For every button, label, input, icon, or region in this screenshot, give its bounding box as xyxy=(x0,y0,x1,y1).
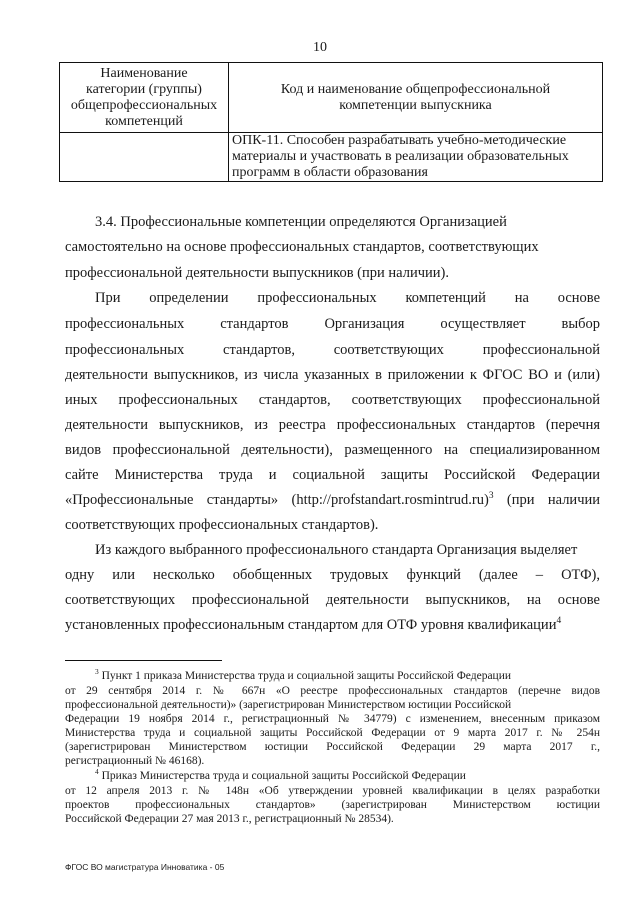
footnote-line: Министерства труда и социальной защиты Российской Федерации от 9 марта 2017 г. № 254н xyxy=(65,727,600,739)
body-line: 3.4. Профессиональные компетенции определяются Организацией xyxy=(95,214,507,230)
body-line: самостоятельно на основе профессиональных стандартов, соответствующих xyxy=(65,239,539,255)
table-header-row xyxy=(60,63,603,133)
footnote-line: профессиональной деятельности)» (зарегистрирован Министерством юстиции Российской xyxy=(65,699,512,711)
competency-table xyxy=(59,62,603,182)
footnote-mark-3: 3 xyxy=(95,667,99,677)
footnote-line: регистрационный № 46168). xyxy=(65,755,205,767)
footnote-line: (зарегистрирован Министерством юстиции Российской Федерации 29 марта 2017 г., xyxy=(65,741,600,753)
table-header-category: Наименование категории (группы) общепрофессиональных компетенций xyxy=(60,63,229,133)
page-number: 10 xyxy=(313,40,327,55)
body-line: сайте Министерства труда и социальной защиты Российской Федерации xyxy=(65,467,600,483)
footnote-ref-4: 4 xyxy=(556,616,562,627)
footnote-separator xyxy=(65,660,222,661)
footnote-line: проектов профессиональных стандартов» (зарегистрирован Министерством юстиции xyxy=(65,799,600,811)
footnote-line: от 29 сентября 2014 г. № 667н «О реестре профессиональных стандартов (перечне видов xyxy=(65,685,600,697)
body-line-text: установленных профессиональным стандартом для ОТФ уровня квалификации xyxy=(65,617,557,633)
body-line: профессиональных стандартов Организация осуществляет выбор xyxy=(65,316,600,332)
body-line-text: «Профессиональные стандарты» (http://profstandart.rosmintrud.ru) xyxy=(65,492,489,508)
body-line: деятельности выпускников, из реестра профессиональных стандартов (перечня xyxy=(65,417,600,433)
footnote-line: $^3$ Пункт 1 приказа Министерства труда и социальной защиты Российской Федерации xyxy=(95,667,512,682)
body-line: одну или несколько обобщенных трудовых функций (далее – ОТФ), xyxy=(65,567,600,583)
body-line: иных профессиональных стандартов, соответствующих профессиональной xyxy=(65,392,600,408)
body-line: профессиональных стандартов, соответствующих профессиональной xyxy=(65,342,600,358)
footnote-ref-3: 3 xyxy=(488,491,494,502)
page-footer: ФГОС ВО магистратура Инноватика - 05 xyxy=(65,862,225,872)
body-line xyxy=(65,616,600,634)
body-line: При определении профессиональных компетенций на основе xyxy=(95,290,600,306)
table-cell-competence: ОПК-11. Способен разрабатывать учебно-методические материалы и участвовать в реализации образовательных программ в области образования xyxy=(229,133,603,182)
table-header-competence: Код и наименование общепрофессиональной компетенции выпускника xyxy=(229,63,603,133)
body-line xyxy=(65,491,600,509)
body-line: соответствующих профессиональных стандартов). xyxy=(65,517,379,533)
footnote-line: от 12 апреля 2013 г. № 148н «Об утверждении уровней квалификации в целях разработки xyxy=(65,785,600,797)
footnote-line: Федерации 19 ноября 2014 г., регистрационный № 34779) с изменением, внесенным приказом xyxy=(65,713,600,725)
body-line: видов профессиональной деятельности), размещенного на специализированном xyxy=(65,442,600,458)
footnote-mark-4: 4 xyxy=(95,767,99,777)
body-line: Из каждого выбранного профессионального стандарта Организация выделяет xyxy=(95,542,578,558)
footnote-line: Российской Федерации 27 мая 2013 г., регистрационный № 28534). xyxy=(65,813,394,825)
table-cell-category xyxy=(60,133,229,182)
body-line: профессиональной деятельности выпускников (при наличии). xyxy=(65,265,449,281)
body-line-tail: (при наличии xyxy=(493,492,601,508)
table-row xyxy=(60,133,603,182)
footnote-line: $^4$ Приказ Министерства труда и социальной защиты Российской Федерации xyxy=(95,767,466,782)
body-line: соответствующих профессиональной деятельности выпускников, на основе xyxy=(65,592,600,608)
body-line: деятельности выпускников, из числа указанных в приложении к ФГОС ВО и (или) xyxy=(65,367,600,383)
